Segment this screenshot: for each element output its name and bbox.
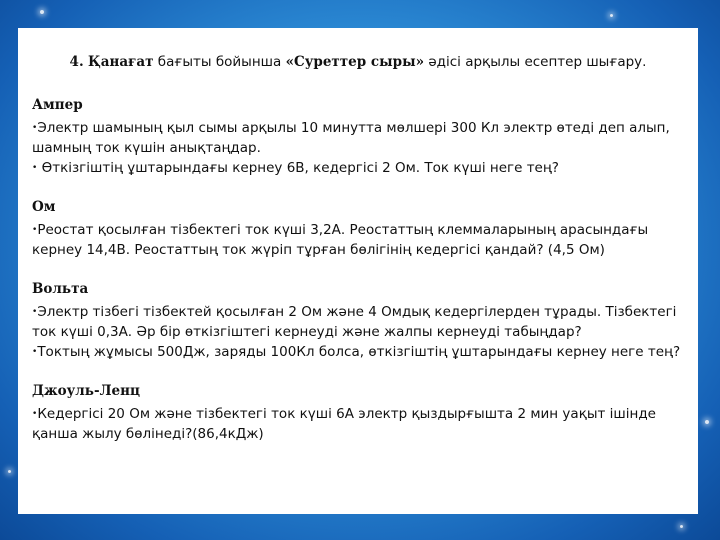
problem-text: Өткізгіштің ұштарындағы кернеу 6В, кедергісі 2 Ом. Ток күші неге тең? [37,160,559,176]
background-sparkle [680,525,683,528]
problem-text: Электр тізбегі тізбектей қосылған 2 Ом және 4 Омдық кедергілерден тұрады. Тізбектегі ток күші 0,3А. Әр бір өткізгіштегі кернеуді және жалпы кернеуді табыңдар? [32,304,677,340]
problem-text: Токтың жұмысы 500Дж, заряды 100Кл болса, өткізгіштің ұштарындағы кернеу неге тең? [37,344,681,360]
bullet-icon: • [32,225,38,235]
problem-item [32,220,684,260]
problem-text: Реостат қосылған тізбектегі ток күші 3,2А. Реостаттың клеммаларының арасындағы кернеу 14,4В. Реостаттың ток жүріп тұрған бөлігінің кедергісі қандай? (4,5 Ом) [32,222,649,258]
heading-text-1: бағыты бойынша [153,54,286,70]
section-title: Ампер [32,97,83,113]
bullet-icon: • [32,123,38,133]
bullet-icon: • [32,347,38,357]
section-ampere [32,96,684,178]
section-title: Джоуль-Ленц [32,383,140,399]
problem-item [32,118,684,158]
heading-number: 4. [69,54,84,70]
section-title: Ом [32,199,56,215]
bullet-icon: • [32,307,38,317]
background-sparkle [705,420,709,424]
section-joule-lenz [32,382,684,444]
bullet-icon: • [32,163,38,173]
problem-item [32,342,684,362]
heading-bold-2: «Суреттер сыры» [285,54,425,70]
section-title: Вольта [32,281,89,297]
problem-item [32,302,684,342]
problem-text: Кедергісі 20 Ом және тізбектегі ток күші 6А электр қыздырғышта 2 мин уақыт ішінде қанша жылу бөлінеді?(86,4кДж) [32,406,656,442]
section-ohm [32,198,684,260]
background-sparkle [8,470,11,473]
slide-heading [32,54,684,70]
problem-item [32,404,684,444]
problem-text: Электр шамының қыл сымы арқылы 10 минутта мөлшері 300 Кл электр өтеді деп алып, шамның ток күшін анықтаңдар. [32,120,670,156]
content-panel [18,28,698,514]
heading-bold-1: Қанағат [87,54,154,70]
problem-item [32,158,684,178]
bullet-icon: • [32,409,38,419]
section-volta [32,280,684,362]
background-sparkle [610,14,613,17]
heading-text-2: әдісі арқылы есептер шығару. [424,54,647,70]
background-sparkle [40,10,44,14]
